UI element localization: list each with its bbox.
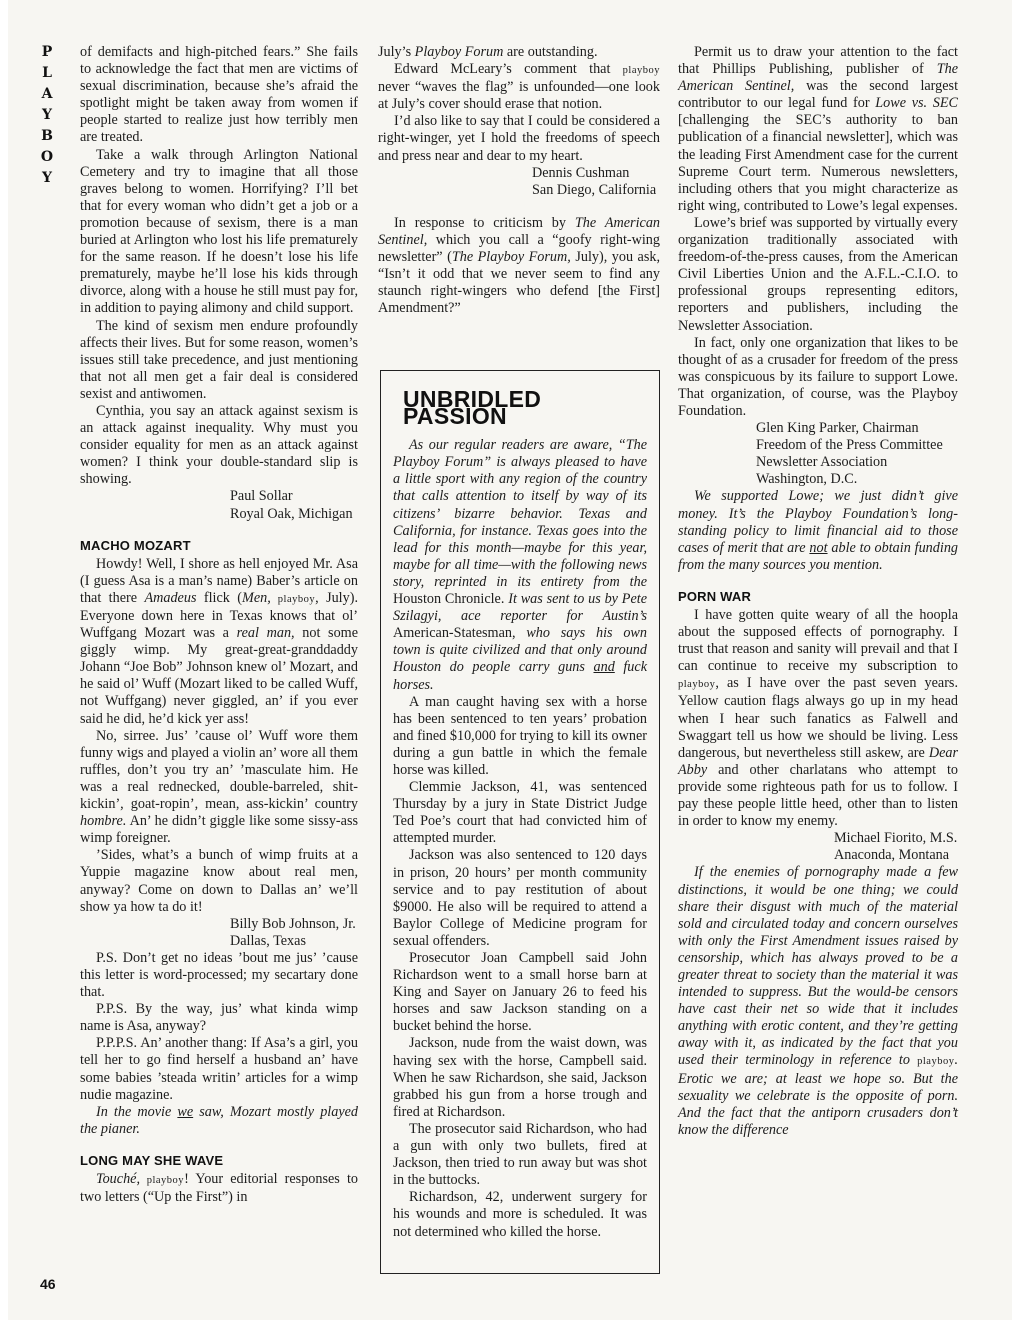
- paragraph: [80, 556, 358, 728]
- paragraph: Prosecutor Joan Campbell said John Richardson went to a small horse barn at King and Sayer on January 26 to feed his horses and saw Jackson standing on a bucket behind the horse.: [393, 950, 647, 1035]
- text-run: In response to criticism by: [394, 214, 575, 231]
- text-run: hombre.: [80, 813, 127, 830]
- sidebar-box: [380, 370, 660, 1274]
- text-run: In the movie: [96, 1103, 178, 1120]
- text-run: not: [809, 539, 828, 556]
- running-head-letter: L: [42, 65, 52, 81]
- paragraph: The prosecutor said Richardson, who had a gun with only two bullets, fired at Jackson, then tried to run away but was shot in the buttocks.: [393, 1120, 647, 1189]
- signature-name: Billy Bob Johnson, Jr.: [230, 915, 356, 932]
- column-2: [378, 44, 660, 317]
- paragraph: P.P.P.S. An’ another thang: If Asa’s a girl, you tell her to go find herself a husband an’ have some babies ’steada writin’ articles for a wimp nudie magazine.: [80, 1035, 358, 1103]
- text-run: The Playboy Forum,: [451, 249, 571, 266]
- editor-reply: [80, 1104, 358, 1138]
- text-run: saw, Mozart mostly played the pianer.: [80, 1103, 359, 1137]
- text-run: Amadeus: [144, 589, 197, 606]
- signature-place: Anaconda, Montana: [834, 847, 950, 864]
- paragraph: Jackson was also sentenced to 120 days in prison, 20 hours’ per month community service and to pay restitution of about $9000. He also will be required to attend a Baylor College of Medicine program for sexual offenders.: [393, 847, 647, 949]
- text-run: Houston Chronicle.: [393, 591, 505, 608]
- text-run: playboy: [678, 679, 716, 691]
- sidebar-intro: [393, 437, 647, 693]
- text-run: Playboy Forum: [414, 44, 504, 60]
- signature-place: Dallas, Texas: [230, 932, 306, 949]
- text-run: It was sent to us by Pete Szilagyi, ace reporter for Austin’s: [393, 591, 648, 625]
- paragraph: [378, 215, 660, 318]
- text-run: not some giggly wimp. My great-great-granddaddy Johann “Joe Bob” Johnson knew ol’ Mozart, and he said ol’ Wuff (Mozart liked to be called Wuff, not Wuffgang) never giggled, an’ if you ever said he did, he’d kick yer ass!: [80, 625, 358, 727]
- text-run: and other charlatans who attempt to provide some righteous path for us to follow. I pay these people little heed, other than to listen in order to know my enemy.: [678, 761, 958, 830]
- running-head-letter: A: [41, 86, 53, 102]
- text-run: No, sirree. Jus’ ’cause ol’ Wuff wore them funny wigs and played a violin an’ wore all them ruffles, don’t you try an’ ’masculate him. He was a real rednecked, double-barreled, shit-kickin’, goat-ropin’, mean, ass-kickin’ country: [80, 727, 358, 813]
- paragraph: Clemmie Jackson, 41, was sentenced Thursday by a jury in State District Judge Ted Poe’s court that had convicted him of attempted murder.: [393, 779, 647, 847]
- text-run: The American Sentinel,: [378, 214, 661, 248]
- paragraph: Jackson, nude from the waist down, was having sex with the horse, Campbell said. When he saw Richardson, she said, Jackson grabbed his gun from a horse trough and fired at Richardson.: [393, 1035, 647, 1120]
- signature-line: Washington, D.C.: [756, 471, 858, 488]
- running-head: [36, 42, 58, 202]
- text-run: we: [177, 1103, 194, 1120]
- text-run: who says his own town is quite civilized and that only around Houston do people carry guns: [393, 625, 647, 676]
- signature-place: San Diego, California: [532, 181, 657, 198]
- text-run: Lowe vs. SEC: [875, 95, 959, 112]
- paragraph: Cynthia, you say an attack against sexism is an attack against inequality. Why must you consider equality for men as an attack against women? I think your double-standard slip is showing.: [80, 402, 358, 488]
- signature-place: Royal Oak, Michigan: [230, 505, 353, 522]
- text-run: If the enemies of pornography made a few distinctions, it would be one thing; we could share their disgust with much of the material sold and circulated today and concern ourselves with only the First Amendment issues raised by censorship, which has always proved to be a greater threat to society than the material it was intended to suppress. But the would-be censors have cast their net so wide that it includes anything with erotic content, and they’re getting away with it, as indicated by the fact that you used their terminology in reference to: [678, 864, 958, 1069]
- text-run: playboy: [622, 65, 660, 77]
- editor-reply: [678, 864, 958, 1139]
- editor-reply: [678, 488, 958, 573]
- text-run: Permit us to draw your attention to the fact that Phillips Publishing, publisher of: [678, 44, 958, 78]
- signature-name: Dennis Cushman: [532, 164, 630, 181]
- paragraph: The kind of sexism men endure profoundly affects their lives. But for some reason, women’s issues still take precedence, and just mentioning that not all men get a fair deal is considered sexist and antiwomen.: [80, 317, 358, 402]
- text-run: which you call a “goofy right-wing newsletter” (: [378, 231, 660, 266]
- text-run: , July). Everyone down here in Texas knows that ol’ Wuffgang Mozart was a: [80, 589, 358, 642]
- text-run: , as I have over the past seven years. Yellow caution flags always go up in my head when I hear such fanatics as Falwell and Swaggart tell us how we should be living. Less dangerous, but nevertheless still askew, are: [678, 675, 958, 761]
- running-head-letter: B: [41, 128, 53, 144]
- signature-line: Glen King Parker, Chairman: [756, 420, 919, 437]
- text-run: American-Statesman,: [393, 625, 516, 642]
- paragraph: P.P.S. By the way, jus’ what kinda wimp name is Asa, anyway?: [80, 1001, 358, 1035]
- section-heading: PORN WAR: [678, 588, 752, 604]
- text-run: [challenging the SEC’s authority to ban publication of a financial newsletter], which was the leading First Amendment case for the current Supreme Court term. Numerous newsletters, including others that you might characterize as right wing, contributed to Lowe’s legal expenses.: [678, 112, 958, 214]
- text-run: real man,: [236, 625, 295, 642]
- text-run: An’ he didn’t giggle like some sissy-ass wimp foreigner.: [80, 813, 358, 847]
- paragraph: [80, 728, 358, 848]
- paragraph: [80, 1171, 358, 1206]
- text-run: never “waves the flag” is unfounded—one look at July’s cover should erase that notion.: [378, 79, 660, 113]
- text-run: was the second largest contributor to our legal fund for: [678, 78, 959, 112]
- text-run: Men,: [242, 589, 271, 606]
- text-run: flick (: [196, 589, 243, 606]
- signature-line: Freedom of the Press Committee: [756, 437, 943, 454]
- text-run: ! Your editorial responses to two letters (“Up the First”) in: [80, 1171, 358, 1206]
- page-number: 46: [40, 1276, 56, 1292]
- text-run: The American Sentinel,: [678, 61, 958, 95]
- text-run: We supported Lowe; we just didn’t give money. It’s the Playboy Foundation’s long-standing policy to limit financial aid to those cases of merit that are: [678, 488, 958, 556]
- paragraph: [378, 61, 660, 113]
- text-run: and: [593, 659, 615, 676]
- text-run: July’s: [378, 44, 415, 60]
- text-run: fuck horses.: [393, 659, 647, 693]
- text-run: July), you ask, “Isn’t it odd that we never seem to find any staunch right-wingers who defend [the First] Amendment?”: [378, 249, 661, 317]
- text-run: playboy: [140, 1175, 185, 1186]
- paragraph: ’Sides, what’s a bunch of wimp fruits at a Yuppie magazine know about real men, anyway? Come on down to Dallas an’ we’ll show ya how ta do it!: [80, 847, 358, 915]
- text-run: able to obtain funding from the many sources you mention.: [678, 539, 959, 573]
- paragraph: [378, 44, 660, 61]
- section-heading: MACHO MOZART: [80, 537, 191, 553]
- text-run: I have gotten quite weary of all the hoopla about the supposed effects of pornography. I trust that reason and sanity will prevail and that I can continue to receive my subscription to: [678, 607, 958, 675]
- paragraph: Take a walk through Arlington National Cemetery and try to imagine that all those graves belong to women. Horrifying? I’ll bet that for every woman who didn’t get a job or a promotion because of sexism, there is a man buried at Arlington who lost his life prematurely for the same reason. If he doesn’t lose his life prematurely, maybe he’ll lose his kids through divorce, along with a house he still must pay for, in addition to paying alimony and child support.: [80, 146, 358, 317]
- text-run: As our regular readers are aware, “The Playboy Forum” is always pleased to have a little sport with any region of the country that calls attention to itself by way of its citizens’ bizarre behavior. Texas and California, for instance. Texas goes into the lead for this month—maybe for this year, maybe for all time—with the following news story, reprinted in its entirety from the: [393, 437, 647, 590]
- text-run: Edward McLeary’s comment that: [394, 61, 623, 78]
- text-run: playboy: [917, 1056, 955, 1068]
- magazine-page: [8, 0, 1012, 1320]
- paragraph: A man caught having sex with a horse has been sentenced to ten years’ probation and fined $10,000 for trying to kill its owner during a gun battle in which the female horse was killed.: [393, 693, 647, 778]
- section-heading: LONG MAY SHE WAVE: [80, 1152, 224, 1168]
- text-run: Howdy! Well, I shore as hell enjoyed Mr. Asa (I guess Asa is a man’s name) Baber’s article on that there: [80, 555, 358, 606]
- sidebar-title: UNBRIDLED PASSION: [403, 386, 542, 430]
- text-run: . Erotic we are; at least we hope so. But the sexuality we celebrate is the opposite of porn. And the fact that the antiporn crusaders don’t know the difference: [678, 1052, 958, 1138]
- text-run: Touché,: [96, 1171, 141, 1187]
- running-head-letter: Y: [42, 107, 52, 123]
- paragraph: Lowe’s brief was supported by virtually every organization traditionally associated with freedom-of-the-press causes, from the American Civil Liberties Union and the A.F.L.-C.I.O. to professional groups representing editors, reporters and publishers, including the Newsletter Association.: [678, 214, 958, 334]
- paragraph: of demifacts and high-pitched fears.” She fails to acknowledge the fact that men are victims of sexual discrimination, because she’s afraid the spotlight might be taken away from women if people started to realize just how terribly men are treated.: [80, 44, 358, 146]
- running-head-letter: P: [41, 44, 53, 60]
- paragraph: Richardson, 42, underwent surgery for his wounds and more is scheduled. It was not determined who killed the horse.: [393, 1189, 647, 1240]
- text-run: are outstanding.: [503, 44, 598, 60]
- text-run: Dear Abby: [678, 744, 958, 778]
- signature-name: Michael Fiorito, M.S.: [834, 830, 958, 847]
- paragraph: P.S. Don’t get no ideas ’bout me jus’ ’cause this letter is word-processed; my secartary done that.: [80, 949, 358, 1001]
- running-head-letter: Y: [42, 170, 52, 186]
- signature-name: Paul Sollar: [230, 488, 293, 505]
- signature-line: Newsletter Association: [756, 454, 888, 471]
- column-1: [80, 44, 358, 1206]
- running-head-letter: O: [40, 149, 54, 165]
- paragraph: I’d also like to say that I could be considered a right-winger, yet I hold the freedoms of speech and press near and dear to my heart.: [378, 113, 660, 164]
- column-3: [678, 44, 958, 1139]
- paragraph: [678, 607, 958, 830]
- text-run: playboy: [270, 593, 316, 605]
- paragraph: In fact, only one organization that likes to be thought of as a crusader for freedom of the press was conspicuous by its failure to support Lowe. That organization, of course, was the Playboy Foundation.: [678, 334, 958, 419]
- paragraph: [678, 44, 958, 215]
